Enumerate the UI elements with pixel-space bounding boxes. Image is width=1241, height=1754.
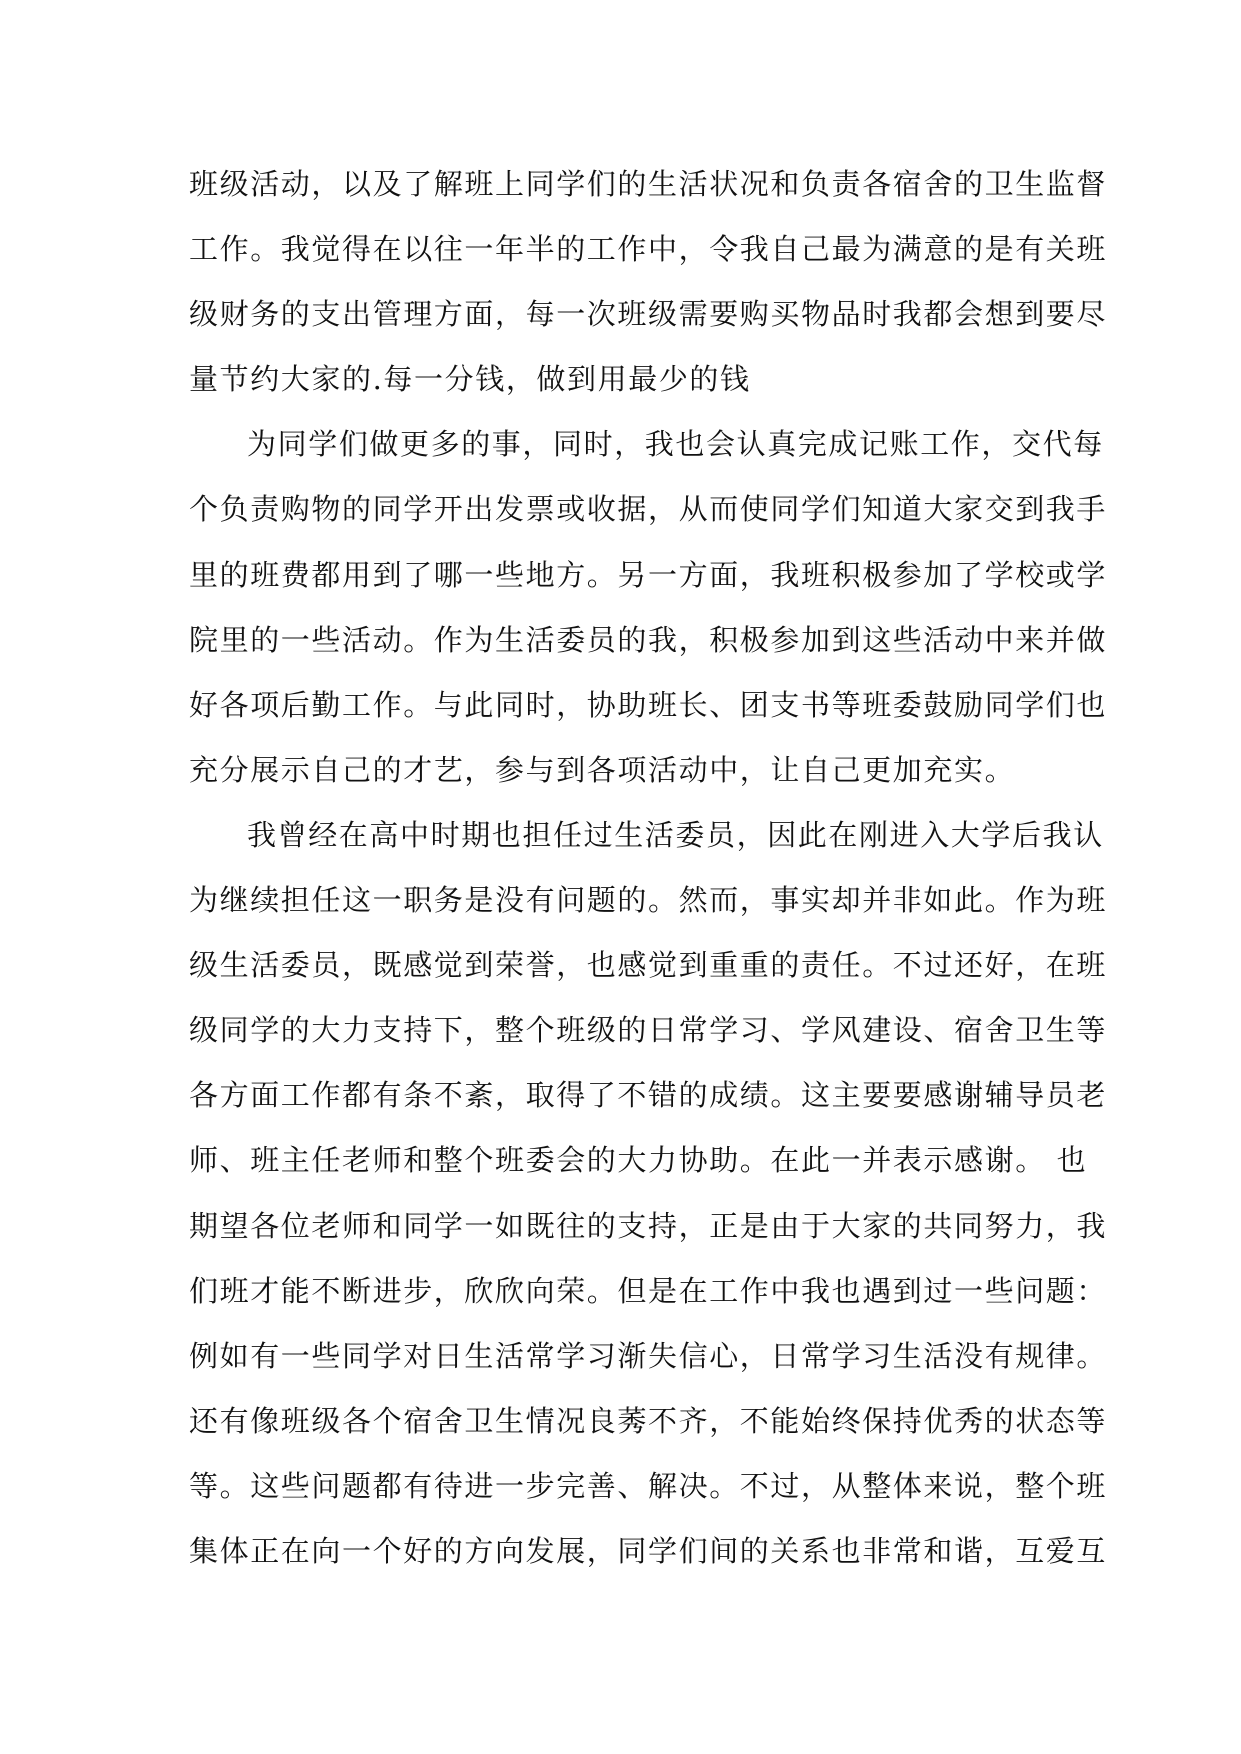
text-line: 集体正在向一个好的方向发展，同学们间的关系也非常和谐，互爱互 (189, 1533, 1108, 1568)
paragraph-start-line: 为同学们做更多的事，同时，我也会认真完成记账工作，交代每 (247, 427, 1104, 462)
text-line: 好各项后勤工作。与此同时，协助班长、团支书等班委鼓励同学们也 (189, 687, 1108, 722)
text-line: 们班才能不断进步，欣欣向荣。但是在工作中我也遇到过一些问题： (189, 1273, 1108, 1308)
text-line: 例如有一些同学对日生活常学习渐失信心，日常学习生活没有规律。 (189, 1338, 1108, 1373)
text-line: 院里的一些活动。作为生活委员的我，积极参加到这些活动中来并做 (189, 622, 1108, 657)
text-line: 等。这些问题都有待进一步完善、解决。不过，从整体来说，整个班 (189, 1468, 1108, 1503)
text-line: 期望各位老师和同学一如既往的支持，正是由于大家的共同努力，我 (189, 1208, 1108, 1243)
text-line: 级财务的支出管理方面，每一次班级需要购买物品时我都会想到要尽 (189, 297, 1108, 332)
document-body (189, 152, 1108, 1584)
text-line: 量节约大家的.每一分钱，做到用最少的钱 (189, 362, 751, 397)
text-line: 各方面工作都有条不紊，取得了不错的成绩。这主要要感谢辅导员老 (189, 1078, 1108, 1113)
text-line: 工作。我觉得在以往一年半的工作中，令我自己最为满意的是有关班 (189, 232, 1108, 267)
text-line: 级生活委员，既感觉到荣誉，也感觉到重重的责任。不过还好，在班 (189, 948, 1108, 983)
text-line: 师、班主任老师和整个班委会的大力协助。在此一并表示感谢。 也 (189, 1143, 1088, 1178)
text-line: 还有像班级各个宿舍卫生情况良莠不齐，不能始终保持优秀的状态等 (189, 1403, 1108, 1438)
text-line: 个负责购物的同学开出发票或收据，从而使同学们知道大家交到我手 (189, 492, 1108, 527)
text-line: 级同学的大力支持下，整个班级的日常学习、学风建设、宿舍卫生等 (189, 1013, 1108, 1048)
text-line: 班级活动，以及了解班上同学们的生活状况和负责各宿舍的卫生监督 (189, 167, 1108, 201)
text-line: 充分展示自己的才艺，参与到各项活动中，让自己更加充实。 (189, 752, 1016, 787)
paragraph-start-line: 我曾经在高中时期也担任过生活委员，因此在刚进入大学后我认 (247, 817, 1104, 852)
text-line: 为继续担任这一职务是没有问题的。然而，事实却并非如此。作为班 (189, 883, 1108, 918)
text-line: 里的班费都用到了哪一些地方。另一方面，我班积极参加了学校或学 (189, 557, 1108, 592)
